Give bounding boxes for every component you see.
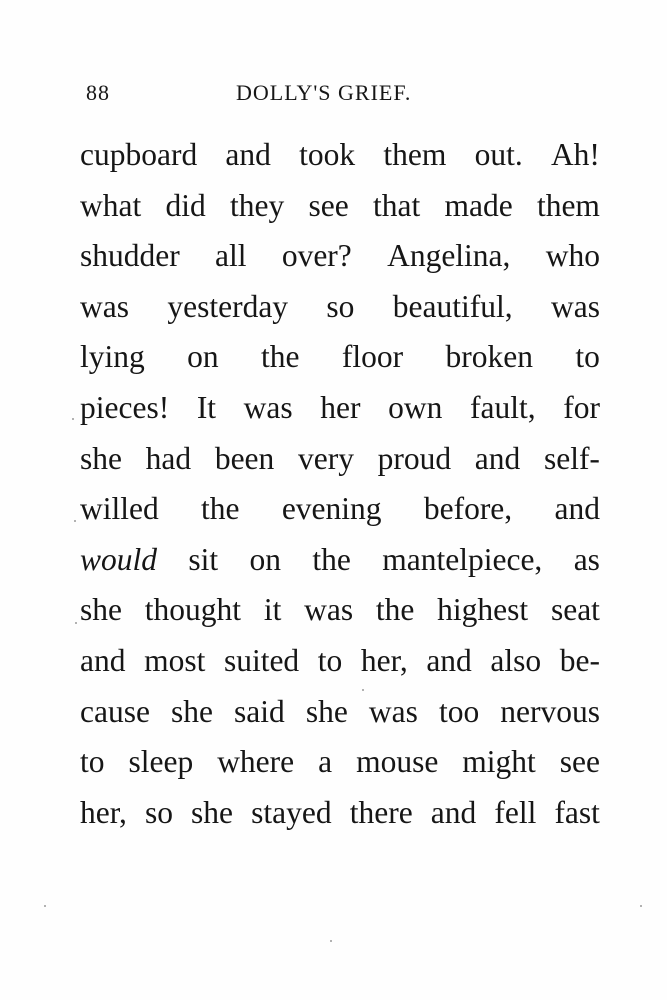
text-line xyxy=(80,737,600,788)
word: too xyxy=(438,693,480,729)
text-line xyxy=(80,282,600,333)
text-line xyxy=(80,788,600,839)
word: she xyxy=(305,693,348,729)
word: been xyxy=(214,440,275,476)
word: Ah! xyxy=(550,137,600,172)
word: also xyxy=(490,642,542,678)
word: said xyxy=(234,693,285,729)
running-title: DOLLY'S GRIEF. xyxy=(236,80,412,105)
word: mantelpiece, xyxy=(382,541,543,577)
word: her xyxy=(320,389,361,425)
text-line xyxy=(80,535,600,586)
word: and xyxy=(80,642,126,678)
page-number: 88 xyxy=(86,80,110,105)
paper-speck xyxy=(74,520,76,522)
word: them xyxy=(383,137,447,172)
word: might xyxy=(462,744,536,780)
text-line xyxy=(80,687,600,738)
word: the xyxy=(261,339,300,375)
word: the xyxy=(201,491,240,527)
word: she xyxy=(80,440,122,476)
text-line xyxy=(80,181,600,232)
word: was xyxy=(304,592,354,628)
word: where xyxy=(217,744,295,780)
word: who xyxy=(545,238,600,274)
word: and xyxy=(554,491,600,527)
text-line xyxy=(80,130,600,181)
word: all xyxy=(215,238,247,274)
word: and xyxy=(225,137,271,172)
word: so xyxy=(326,288,355,324)
text-line xyxy=(80,434,600,485)
word: the xyxy=(375,592,415,628)
page-header xyxy=(86,80,586,110)
word: shudder xyxy=(80,238,180,274)
word: her, xyxy=(360,642,408,678)
paper-speck xyxy=(640,905,642,907)
word: cause xyxy=(80,693,150,729)
word: so xyxy=(144,794,173,830)
word: there xyxy=(349,794,413,830)
word: was xyxy=(551,288,600,324)
word: for xyxy=(563,389,600,425)
paper-speck xyxy=(362,689,364,691)
body-text xyxy=(80,130,600,838)
word: had xyxy=(145,440,192,476)
word: own xyxy=(388,389,443,425)
word: out. xyxy=(474,137,523,172)
word: on xyxy=(187,339,219,375)
word: mouse xyxy=(356,744,439,780)
word: It xyxy=(196,389,217,425)
text-line xyxy=(80,585,600,636)
word: sleep xyxy=(128,744,194,780)
word: the xyxy=(312,541,351,577)
paper-speck xyxy=(75,622,77,624)
text-line xyxy=(80,332,600,383)
word: Angelina, xyxy=(387,238,511,274)
word: evening xyxy=(281,491,382,527)
word: and xyxy=(430,794,477,830)
word: fell xyxy=(494,794,537,830)
word: on xyxy=(249,541,282,577)
word: seat xyxy=(550,592,600,628)
word: to xyxy=(317,642,343,678)
word: took xyxy=(299,137,356,172)
word: self- xyxy=(543,440,600,476)
word: nervous xyxy=(500,693,600,729)
word: suited xyxy=(223,642,300,678)
word: was xyxy=(80,288,129,324)
text-line xyxy=(80,383,600,434)
word: and xyxy=(426,642,472,678)
word: a xyxy=(318,744,333,780)
word: thought xyxy=(144,592,242,628)
word: pieces! xyxy=(80,389,170,425)
italic-word: would xyxy=(80,541,158,577)
word: beautiful, xyxy=(392,288,513,324)
word: and xyxy=(474,440,521,476)
word: highest xyxy=(437,592,529,628)
word: her, xyxy=(80,794,127,830)
word: they xyxy=(230,187,285,223)
paper-speck xyxy=(330,940,332,942)
word: cupboard xyxy=(80,137,198,172)
text-line xyxy=(80,231,600,282)
word: most xyxy=(144,642,206,678)
word: what xyxy=(80,187,142,223)
word: lying xyxy=(80,339,145,375)
word: floor xyxy=(341,339,404,375)
word: she xyxy=(171,693,213,729)
word: fast xyxy=(554,794,600,830)
word: yesterday xyxy=(167,288,289,324)
word: that xyxy=(372,187,421,223)
word: made xyxy=(444,187,513,223)
word: broken xyxy=(445,339,534,375)
word: was xyxy=(243,389,293,425)
word: fault, xyxy=(469,389,536,425)
word: them xyxy=(536,187,600,223)
word: proud xyxy=(377,440,452,476)
word: did xyxy=(165,187,206,223)
word: very xyxy=(297,440,354,476)
word: was xyxy=(368,693,418,729)
word: before, xyxy=(423,491,513,527)
word: it xyxy=(263,592,282,628)
word: be- xyxy=(559,642,600,678)
word: she xyxy=(191,794,234,830)
word: she xyxy=(80,592,122,628)
word: see xyxy=(559,744,600,780)
word: see xyxy=(308,187,349,223)
word: sit xyxy=(188,541,219,577)
word: as xyxy=(573,541,600,577)
word: stayed xyxy=(251,794,332,830)
text-line xyxy=(80,484,600,535)
word: over? xyxy=(281,238,352,274)
word: to xyxy=(575,339,600,375)
word: to xyxy=(80,744,105,780)
word: willed xyxy=(80,491,159,527)
paper-speck xyxy=(44,905,46,907)
paper-speck xyxy=(72,418,74,420)
text-line xyxy=(80,636,600,687)
